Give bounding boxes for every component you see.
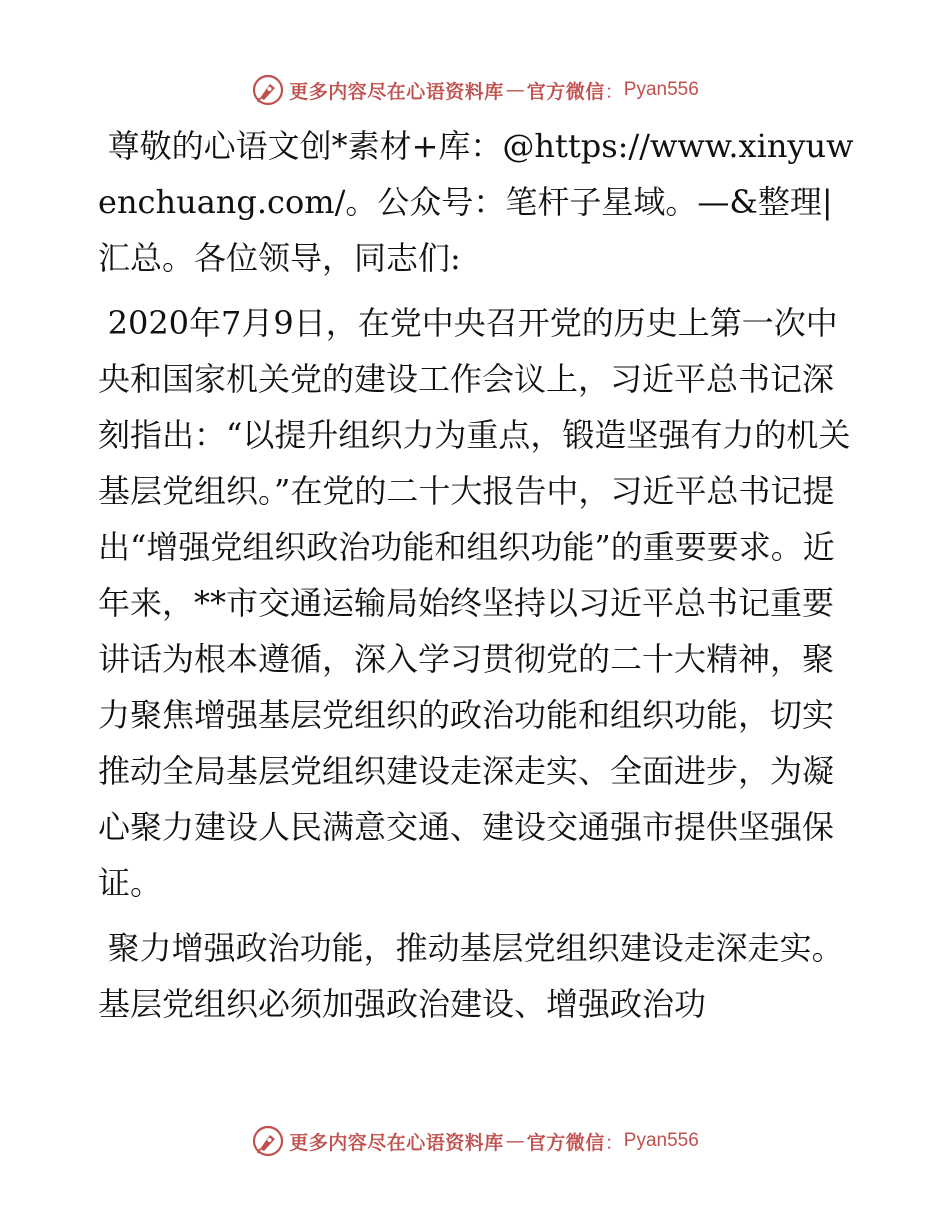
document-body xyxy=(98,118,858,1032)
paragraph-greeting: 尊敬的心语文创*素材+库：@https://www.xinyuwenchuang.com/。公众号：笔杆子星域。—&整理|汇总。各位领导，同志们: xyxy=(98,127,854,277)
watermark-text: 更多内容尽在心语资料库 xyxy=(289,80,504,103)
watermark-separator: ： xyxy=(604,80,624,103)
watermark-wechat-id: Pyan556 xyxy=(623,1130,699,1151)
watermark-wechat-label: 官方微信 xyxy=(526,80,605,103)
paragraph-intro: 2020年7月9日，在党中央召开党的历史上第一次中央和国家机关党的建设工作会议上，习近平总书记深刻指出：“以提升组织力为重点，锻造坚强有力的机关基层党组织。”在党的二十大报告中，习近平总书记提出“增强党组织政治功能和组织功能”的重要要求。近年来，**市交通运输局始终坚持以习近平总书记重要讲话为根本遵循，深入学习贯彻党的二十大精神，聚力聚焦增强基层党组织的政治功能和组织功能，切实推动全局基层党组织建设走深走实、全面进步，为凝心聚力建设人民满意交通、建设交通强市提供坚强保证。 xyxy=(98,304,851,902)
watermark-dash: — xyxy=(505,1130,525,1152)
watermark-separator: ： xyxy=(604,1131,624,1154)
footer-watermark xyxy=(0,1121,950,1161)
header-watermark xyxy=(0,70,950,110)
watermark-wechat-label: 官方微信 xyxy=(526,1131,605,1154)
watermark-dash: — xyxy=(505,79,525,101)
watermark-wechat-id: Pyan556 xyxy=(623,79,699,100)
paragraph-political-function: 聚力增强政治功能，推动基层党组织建设走深走实。基层党组织必须加强政治建设、增强政治功 xyxy=(98,929,844,1023)
pen-nib-logo-icon xyxy=(251,73,285,107)
watermark-text: 更多内容尽在心语资料库 xyxy=(289,1131,504,1154)
pen-nib-logo-icon xyxy=(251,1124,285,1158)
